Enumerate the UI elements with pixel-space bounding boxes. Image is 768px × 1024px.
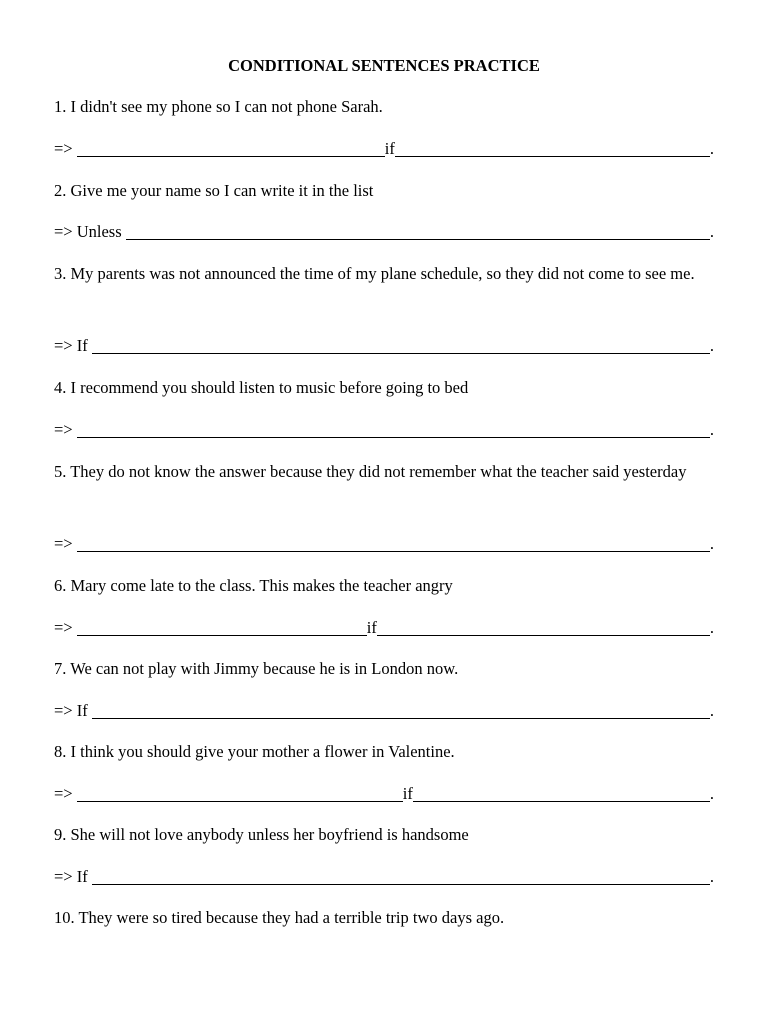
answer-prefix: => bbox=[54, 534, 77, 553]
answer-end: . bbox=[709, 222, 714, 241]
question-7: 7. We can not play with Jimmy because he is in London now. bbox=[54, 659, 459, 678]
answer-end: . bbox=[709, 139, 714, 158]
answer-line-4 bbox=[54, 420, 714, 440]
answer-blank[interactable] bbox=[413, 786, 710, 802]
question-10: 10. They were so tired because they had a terrible trip two days ago. bbox=[54, 908, 505, 927]
answer-blank[interactable] bbox=[77, 620, 367, 636]
question-1: 1. I didn't see my phone so I can not phone Sarah. bbox=[54, 97, 383, 116]
answer-blank[interactable] bbox=[77, 141, 385, 157]
answer-blank[interactable] bbox=[395, 141, 710, 157]
question-8: 8. I think you should give your mother a flower in Valentine. bbox=[54, 742, 455, 761]
answer-blank[interactable] bbox=[77, 786, 403, 802]
answer-line-5 bbox=[54, 534, 714, 554]
answer-blank[interactable] bbox=[77, 536, 710, 552]
answer-end: . bbox=[709, 701, 714, 720]
answer-prefix: => If bbox=[54, 867, 92, 886]
answer-connector: if bbox=[366, 618, 377, 637]
page-title: CONDITIONAL SENTENCES PRACTICE bbox=[228, 56, 540, 75]
answer-blank[interactable] bbox=[92, 703, 710, 719]
answer-prefix: => bbox=[54, 420, 77, 439]
answer-blank[interactable] bbox=[126, 224, 710, 240]
answer-prefix: => Unless bbox=[54, 222, 126, 241]
answer-line-9 bbox=[54, 867, 714, 887]
question-5: 5. They do not know the answer because they did not remember what the teacher said yesterday bbox=[54, 462, 687, 481]
answer-line-1 bbox=[54, 139, 714, 159]
answer-end: . bbox=[709, 618, 714, 637]
answer-line-2 bbox=[54, 222, 714, 242]
answer-end: . bbox=[709, 784, 714, 803]
answer-end: . bbox=[709, 867, 714, 886]
answer-connector: if bbox=[402, 784, 413, 803]
question-2: 2. Give me your name so I can write it in the list bbox=[54, 181, 374, 200]
answer-prefix: => If bbox=[54, 701, 92, 720]
question-9: 9. She will not love anybody unless her boyfriend is handsome bbox=[54, 825, 469, 844]
answer-blank[interactable] bbox=[77, 422, 710, 438]
question-4: 4. I recommend you should listen to music before going to bed bbox=[54, 378, 469, 397]
answer-line-6 bbox=[54, 618, 714, 638]
answer-end: . bbox=[709, 420, 714, 439]
answer-end: . bbox=[709, 534, 714, 553]
question-3: 3. My parents was not announced the time of my plane schedule, so they did not come to see me. bbox=[54, 264, 695, 283]
answer-blank[interactable] bbox=[92, 869, 710, 885]
answer-line-7 bbox=[54, 701, 714, 721]
answer-prefix: => bbox=[54, 139, 77, 158]
answer-end: . bbox=[709, 336, 714, 355]
answer-connector: if bbox=[384, 139, 395, 158]
answer-prefix: => If bbox=[54, 336, 92, 355]
answer-prefix: => bbox=[54, 618, 77, 637]
answer-blank[interactable] bbox=[377, 620, 710, 636]
question-6: 6. Mary come late to the class. This makes the teacher angry bbox=[54, 576, 453, 595]
answer-prefix: => bbox=[54, 784, 77, 803]
answer-blank[interactable] bbox=[92, 338, 710, 354]
answer-line-3 bbox=[54, 336, 714, 356]
answer-line-8 bbox=[54, 784, 714, 804]
